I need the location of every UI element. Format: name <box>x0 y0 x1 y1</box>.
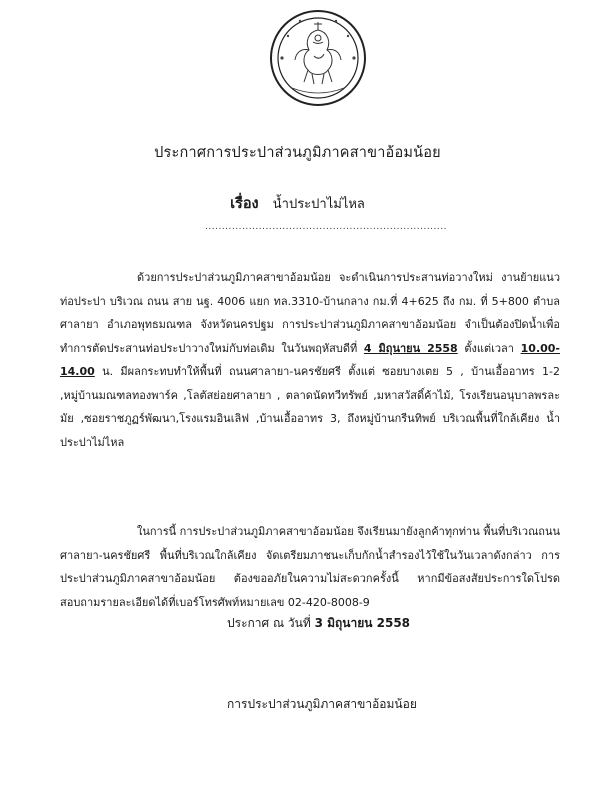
paragraph-notice-text: ในการนี้ การประปาส่วนภูมิภาคสาขาอ้อมน้อย จึงเรียนมายังลูกค้าทุกท่าน พื้นที่บริเวณถนนศาลายา-นครชัยศรี พื้นที่บริเวณใกล้เคียง จัดเตรียมภาชนะเก็บกักน้ำสำรองไว้ใช้ในวันเวลาดังกล่าว การประปาส่วนภูมิภาคสาขาอ้อมน้อย ต้องขออภัยในความไม่สะดวกครั้งนี้ หากมีข้อสงสัยประการใดโปรดสอบถามรายละเอียดได้ที่เบอร์โทรศัพท์หมายเลข 02-420-8008-9 <box>60 525 560 609</box>
paragraph-main <box>60 266 560 454</box>
page-title: ประกาศการประปาส่วนภูมิภาคสาขาอ้อมน้อย <box>154 145 441 161</box>
subject-label: เรื่อง <box>230 196 259 212</box>
paragraph-main-text-2: ตั้งแต่เวลา <box>464 341 514 355</box>
announcement-date: 3 มิถุนายน 2558 <box>314 616 411 630</box>
signature: การประปาส่วนภูมิภาคสาขาอ้อมน้อย <box>227 697 417 711</box>
seal-caption <box>292 93 344 94</box>
paragraph-notice <box>60 520 560 614</box>
subject-line <box>0 192 595 215</box>
announcement-line <box>227 614 410 633</box>
divider: ........................................................................ <box>205 222 447 232</box>
closure-time: 10.00-14.00 <box>60 341 560 378</box>
closure-date: 4 มิถุนายน 2558 <box>363 341 458 355</box>
paragraph-main-text-1: ด้วยการประปาส่วนภูมิภาคสาขาอ้อมน้อย จะดำเนินการประสานท่อวางใหม่ งานย้ายแนวท่อประปา บริเวณ ถนน สาย นฐ. 4006 แยก ทล.3310-บ้านกลาง กม.ที่ 4+625 ถึง กม. ที่ 5+800 ตำบลศาลายา อำเภอพุทธมณฑล จังหวัดนครปฐม การประปาส่วนภูมิภาคสาขาอ้อมน้อย จำเป็นต้องปิดน้ำเพื่อทำการตัดประสานท่อประปาวางใหม่กับท่อเดิม ในวันพฤหัสบดีที่ <box>60 271 560 355</box>
subject-text: น้ำประปาไม่ไหล <box>272 197 365 212</box>
announcement-prefix: ประกาศ ณ วันที่ <box>227 616 311 630</box>
paragraph-main-text-3: น. มีผลกระทบทำให้พื้นที่ ถนนศาลายา-นครชัยศรี ตั้งแต่ ซอยบางเตย 5 , บ้านเอื้ออาทร 1-2 ,หมู่บ้านมณฑลทองพาร์ค ,โลตัสย่อยศาลายา , ตลาดนัดทวีทรัพย์ ,มหาสวัสดิ์ค้าไม้, โรงเรียนอนุบาลพรละมัย ,ซอยราชภูฏร์พัฒนา,โรงแรมอินเลิฟ ,บ้านเอื้ออาทร 3, ถึงหมู่บ้านกรีนทิพย์ บริเวณพื้นที่ใกล้เคียง น้ำประปาไม่ไหล <box>60 365 560 449</box>
